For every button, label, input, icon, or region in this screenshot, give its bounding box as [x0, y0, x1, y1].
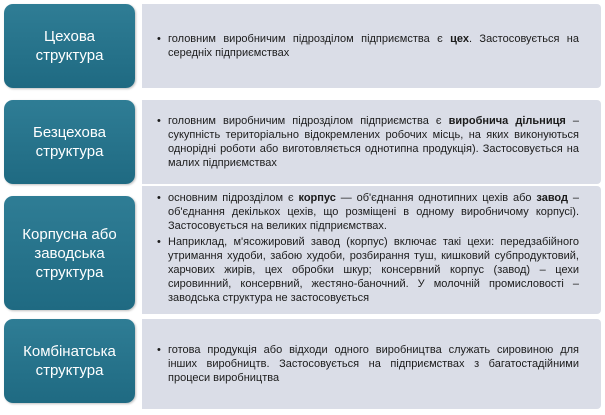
label-workshop-structure	[4, 4, 135, 88]
label-combine-structure	[4, 319, 135, 403]
label-text: Комбінатська структура	[23, 343, 116, 379]
label-text: Цехова структура	[35, 28, 104, 64]
bullet-item: • головним виробничим підрозділом підприємства є виробнича дільниця – сукупність територіально відокремлених робочих місць, на яких виконуються однорідні роботи або виготовляється однотипна продукція). Застосовується на малих підприємствах	[156, 114, 579, 170]
bold-term: корпус	[298, 192, 336, 204]
label-corpus-structure	[4, 196, 135, 310]
desc-corpus-structure	[142, 186, 601, 314]
bold-term: цех	[450, 33, 469, 45]
desc-workshop-structure	[142, 4, 601, 88]
bold-term: виробнича дільниця	[448, 115, 566, 127]
bullet-item: • основним підрозділом є корпус — об'єднання однотипних цехів або завод – об'єднання декількох цехів, що розміщені в одному виробничому корпусі). Застосовується на великих підприємствах.	[156, 191, 579, 233]
label-text: Безцехова структура	[33, 124, 106, 160]
desc-combine-structure	[142, 319, 601, 409]
bullet-item: • головним виробничим підрозділом підприємства є цех. Застосовується на середніх підприємствах	[156, 32, 579, 60]
bold-term: завод	[536, 192, 568, 204]
label-text: Корпусна або заводська структура	[22, 225, 117, 281]
bullet-item: • готова продукція або відходи одного виробництва служать сировиною для інших виробництв. Застосовується на підприємствах з багатостадійними процеси виробництва	[156, 343, 579, 385]
label-no-workshop-structure	[4, 100, 135, 184]
desc-no-workshop-structure	[142, 100, 601, 184]
bullet-item: • Наприклад, м'ясожировий завод (корпус) включає такі цехи: передзабійного утримання худоби, забою худоби, розбирання туш, кишковий субпродуктовий, харчових жирів, цех обробки шкур; консервний корпус (завод) – цехи сировинний, консервний, жестяно-баночний. У молочній промисловості – заводська структура не застосовується	[156, 235, 579, 305]
